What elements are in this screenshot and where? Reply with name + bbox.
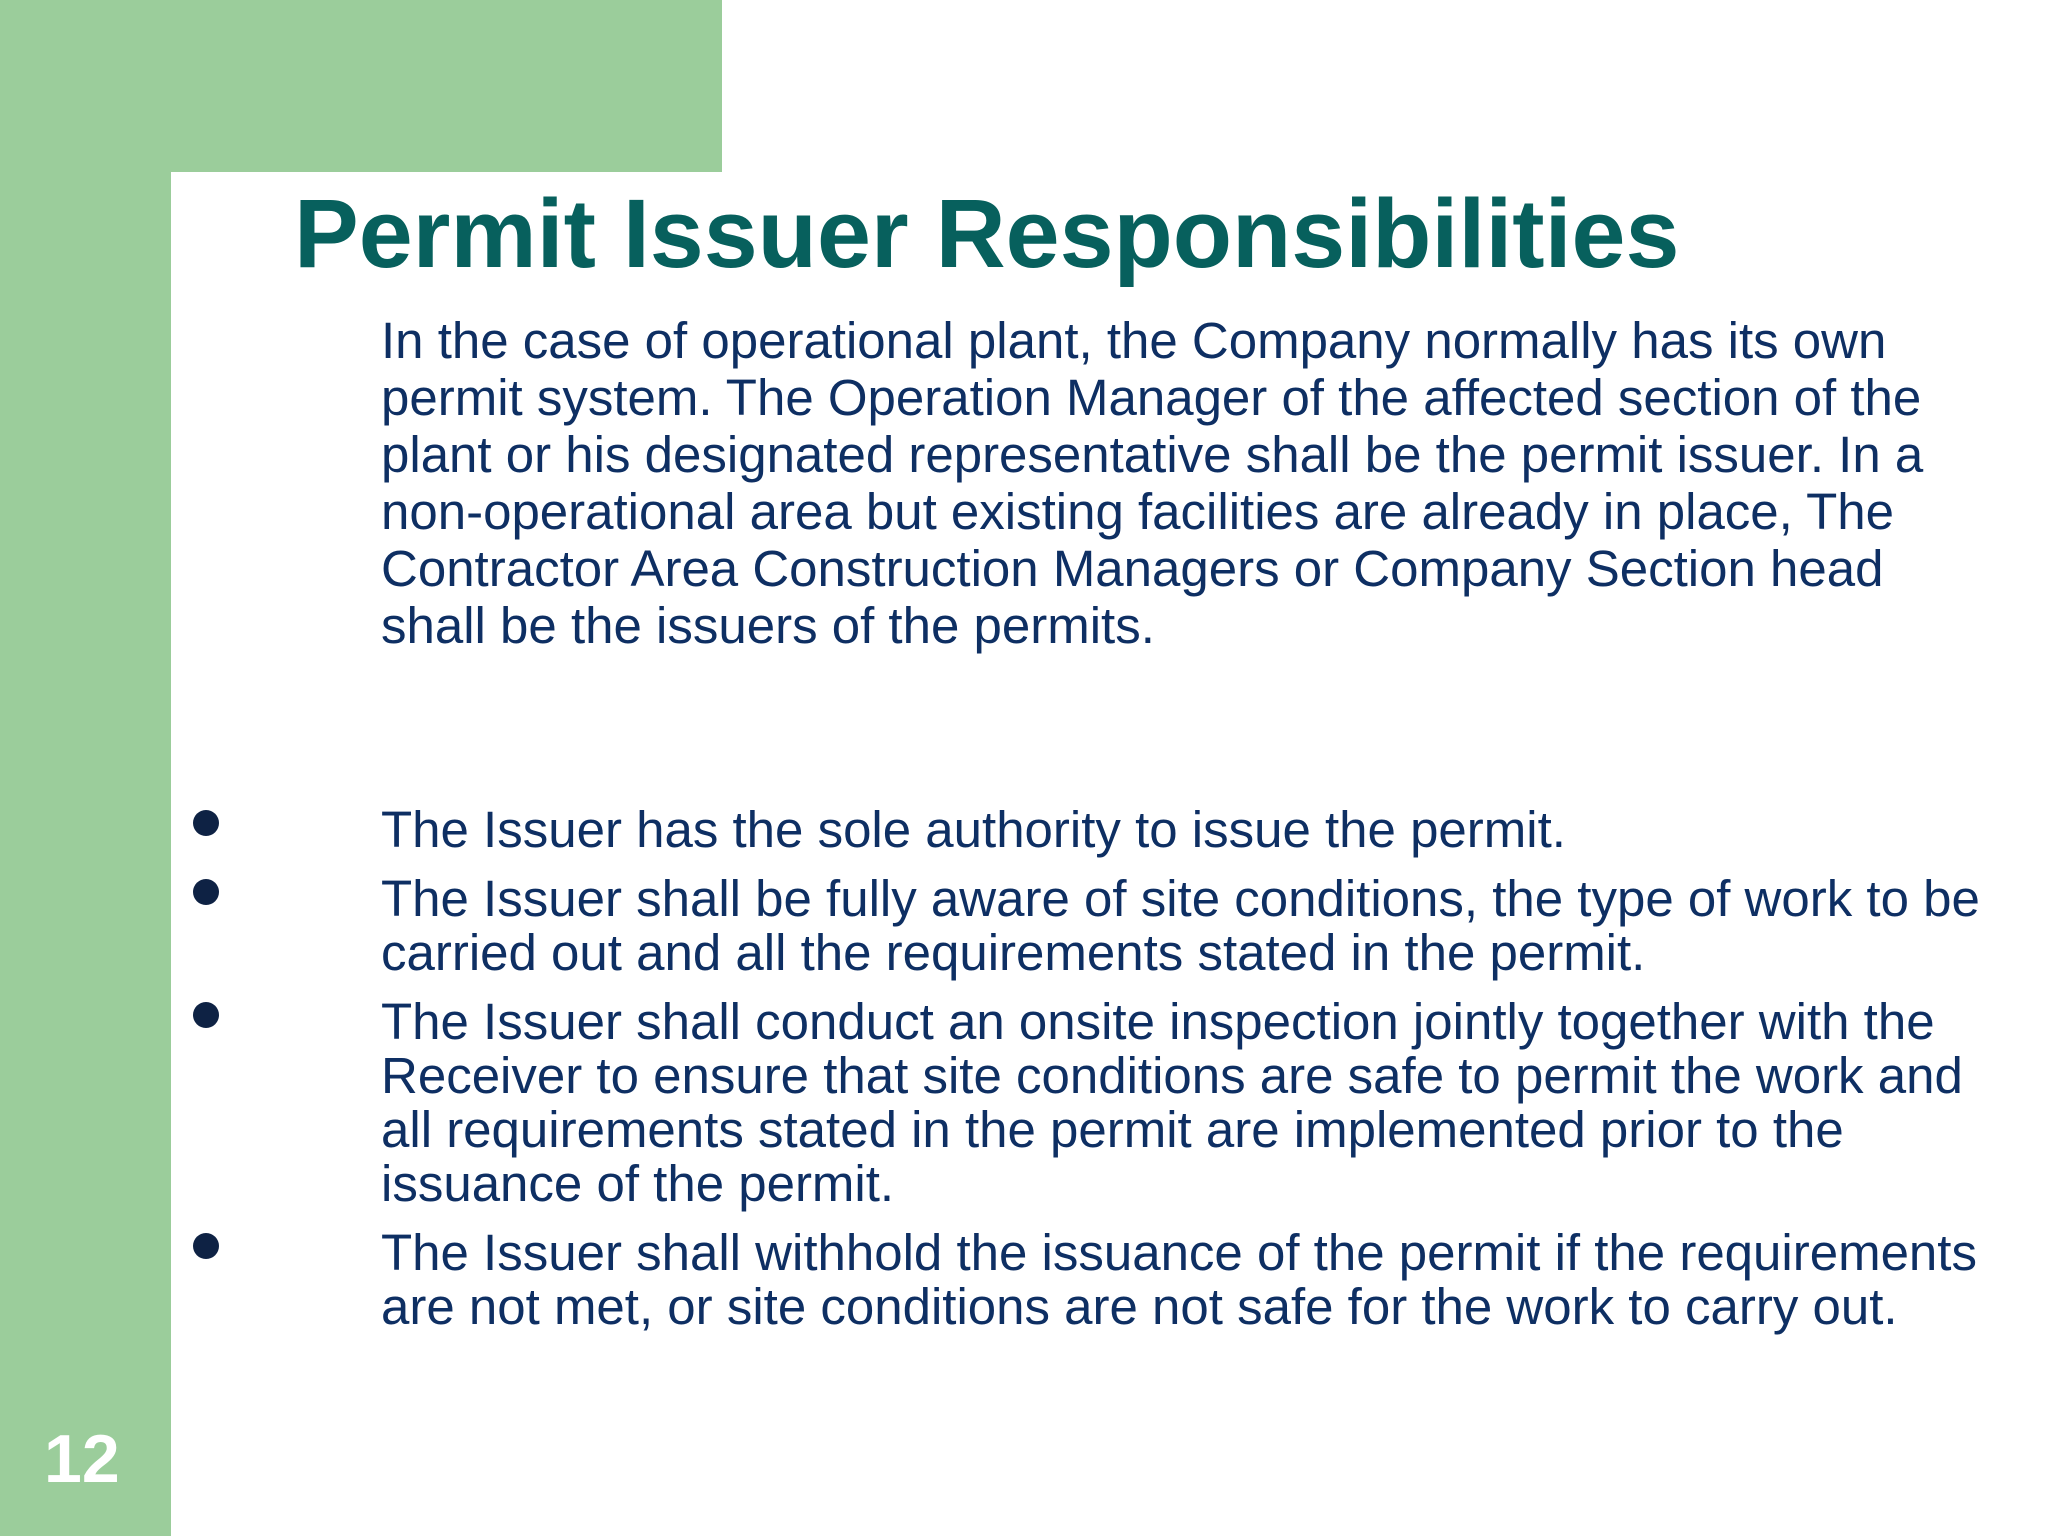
bullet-icon	[193, 1233, 219, 1259]
bullet-item	[0, 995, 2048, 1211]
slide-title: Permit Issuer Responsibilities	[294, 179, 1680, 288]
bullet-item	[0, 872, 2048, 980]
bullet-text: The Issuer shall be fully aware of site conditions, the type of work to be carried out and all the requirements stated in the permit.	[381, 870, 1980, 981]
bullet-icon	[193, 1002, 219, 1028]
bullet-list	[0, 803, 2048, 1349]
bullet-item	[0, 803, 2048, 857]
slide-number: 12	[44, 1421, 120, 1497]
rounded-corner	[171, 172, 291, 292]
bullet-icon	[193, 810, 219, 836]
intro-paragraph: In the case of operational plant, the Company normally has its own permit system. The Operation Manager of the affected section of the plant or his designated representative shall be the permit issuer. In a non-operational area but existing facilities are already in place, The Contractor Area Construction Managers or Company Section head shall be the issuers of the permits.	[381, 312, 1924, 654]
bullet-text: The Issuer has the sole authority to issue the permit.	[381, 801, 1566, 858]
bullet-text: The Issuer shall withhold the issuance of the permit if the requirements are not met, or site conditions are not safe for the work to carry out.	[381, 1224, 1977, 1335]
bullet-item	[0, 1226, 2048, 1334]
bullet-icon	[193, 879, 219, 905]
bullet-text: The Issuer shall conduct an onsite inspection jointly together with the Receiver to ensure that site conditions are safe to permit the work and all requirements stated in the permit are implemented prior to the issuance of the permit.	[381, 993, 1963, 1212]
